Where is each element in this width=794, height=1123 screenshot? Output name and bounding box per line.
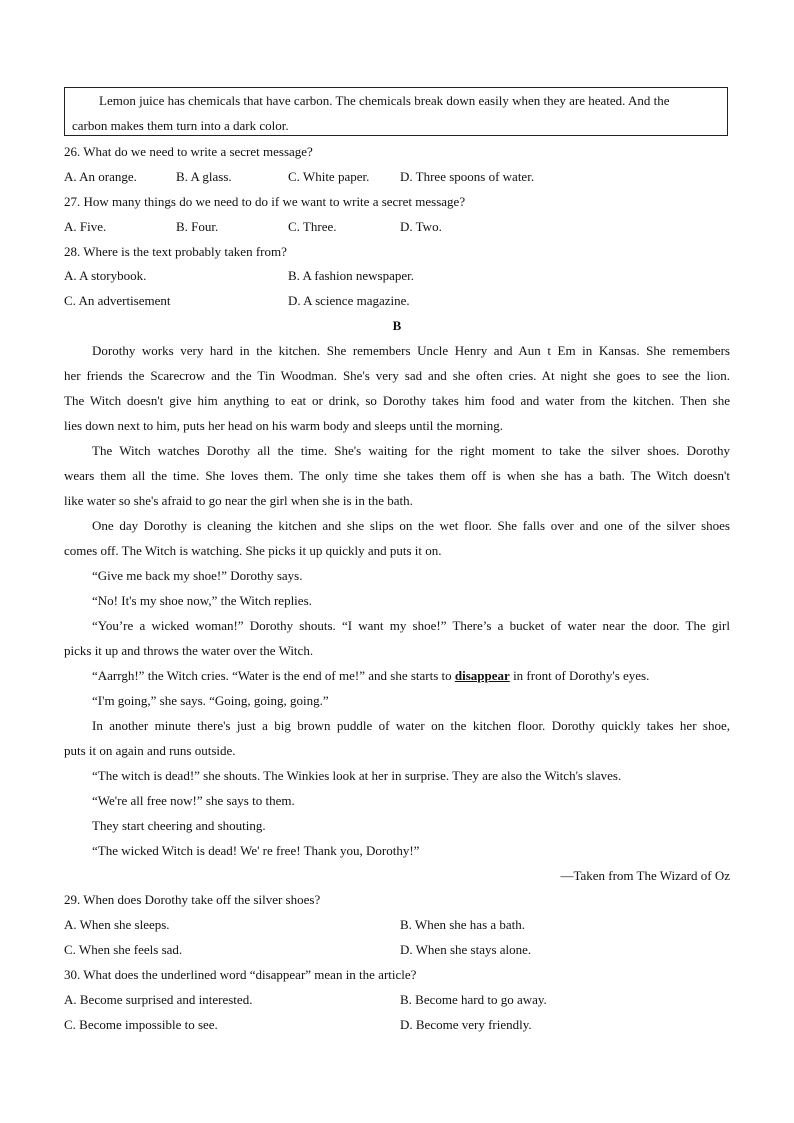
question-30-stem: 30. What does the underlined word “disappear” mean in the article? bbox=[64, 967, 417, 982]
passage-line: The Witch watches Dorothy all the time. She's waiting for the right moment to take the silver shoes. Dorothy bbox=[92, 443, 730, 458]
passage-line: picks it up and throws the water over the Witch. bbox=[64, 643, 314, 658]
passage-line: “I'm going,” she says. “Going, going, going.” bbox=[92, 693, 329, 708]
info-box-line: Lemon juice has chemicals that have carbon. The chemicals break down easily when they are heated. And the bbox=[99, 93, 670, 108]
q30-option-d[interactable]: D. Become very friendly. bbox=[400, 1017, 532, 1032]
question-28-stem: 28. Where is the text probably taken from? bbox=[64, 244, 287, 259]
question-29-stem: 29. When does Dorothy take off the silver shoes? bbox=[64, 892, 321, 907]
q28-option-a[interactable]: A. A storybook. bbox=[64, 268, 147, 283]
q28-option-b[interactable]: B. A fashion newspaper. bbox=[288, 268, 415, 283]
passage-line: like water so she's afraid to go near the girl when she is in the bath. bbox=[64, 493, 413, 508]
passage-line: They start cheering and shouting. bbox=[92, 818, 266, 833]
q29-option-c[interactable]: C. When she feels sad. bbox=[64, 942, 183, 957]
q26-option-d[interactable]: D. Three spoons of water. bbox=[400, 169, 535, 184]
passage-line: lies down next to him, puts her head on his warm body and sleeps until the morning. bbox=[64, 418, 504, 433]
passage-line: Dorothy works very hard in the kitchen. She remembers Uncle Henry and Aun t Em in Kansas. She remembers bbox=[92, 343, 730, 358]
passage-line: comes off. The Witch is watching. She picks it up quickly and puts it on. bbox=[64, 543, 442, 558]
q26-option-c[interactable]: C. White paper. bbox=[288, 169, 370, 184]
underlined-word: disappear bbox=[454, 668, 510, 683]
passage-line: “The witch is dead!” she shouts. The Winkies look at her in surprise. They are also the Witch's slaves. bbox=[92, 768, 622, 783]
passage-line bbox=[92, 668, 649, 684]
q27-option-c[interactable]: C. Three. bbox=[288, 219, 337, 234]
q30-option-a[interactable]: A. Become surprised and interested. bbox=[64, 992, 253, 1007]
q29-option-b[interactable]: B. When she has a bath. bbox=[400, 917, 526, 932]
q27-option-a[interactable]: A. Five. bbox=[64, 219, 107, 234]
q26-option-a[interactable]: A. An orange. bbox=[64, 169, 137, 184]
passage-line: In another minute there's just a big brown puddle of water on the kitchen floor. Dorothy quickly takes her shoe, bbox=[92, 718, 730, 733]
passage-source: —Taken from The Wizard of Oz bbox=[560, 868, 730, 883]
q28-option-d[interactable]: D. A science magazine. bbox=[288, 293, 410, 308]
passage-line: The Witch doesn't give him anything to eat or drink, so Dorothy takes him food and water from the kitchen. Then she bbox=[64, 393, 730, 408]
q29-option-d[interactable]: D. When she stays alone. bbox=[400, 942, 532, 957]
passage-line: puts it on again and runs outside. bbox=[64, 743, 236, 758]
question-26-stem: 26. What do we need to write a secret message? bbox=[64, 144, 313, 159]
q29-option-a[interactable]: A. When she sleeps. bbox=[64, 917, 170, 932]
q30-option-b[interactable]: B. Become hard to go away. bbox=[400, 992, 547, 1007]
q28-option-c[interactable]: C. An advertisement bbox=[64, 293, 171, 308]
passage-line: “The wicked Witch is dead! We' re free! Thank you, Dorothy!” bbox=[92, 843, 420, 858]
passage-text: in front of Dorothy's eyes. bbox=[509, 668, 650, 683]
q27-option-b[interactable]: B. Four. bbox=[176, 219, 219, 234]
q30-option-c[interactable]: C. Become impossible to see. bbox=[64, 1017, 218, 1032]
q27-option-d[interactable]: D. Two. bbox=[400, 219, 442, 234]
passage-line: “Give me back my shoe!” Dorothy says. bbox=[92, 568, 303, 583]
q26-option-b[interactable]: B. A glass. bbox=[176, 169, 232, 184]
passage-line: “We're all free now!” she says to them. bbox=[92, 793, 295, 808]
info-box-line: carbon makes them turn into a dark color. bbox=[72, 118, 289, 133]
passage-text: “Aarrgh!” the Witch cries. “Water is the end of me!” and she starts to bbox=[92, 668, 455, 683]
passage-line: One day Dorothy is cleaning the kitchen and she slips on the wet floor. She falls over and one of the silver shoes bbox=[92, 518, 730, 533]
question-27-stem: 27. How many things do we need to do if we want to write a secret message? bbox=[64, 194, 466, 209]
passage-line: “You’re a wicked woman!” Dorothy shouts. “I want my shoe!” There’s a bucket of water near the door. The girl bbox=[92, 618, 730, 633]
section-b-heading: B bbox=[392, 318, 402, 333]
passage-line: wears them all the time. She loves them. The only time she takes them off is when she has a bath. The Witch doesn't bbox=[64, 468, 730, 483]
passage-line: “No! It's my shoe now,” the Witch replies. bbox=[92, 593, 312, 608]
info-box bbox=[64, 87, 728, 136]
passage-line: her friends the Scarecrow and the Tin Woodman. She's very sad and she often cries. At night she goes to see the lion. bbox=[64, 368, 730, 383]
